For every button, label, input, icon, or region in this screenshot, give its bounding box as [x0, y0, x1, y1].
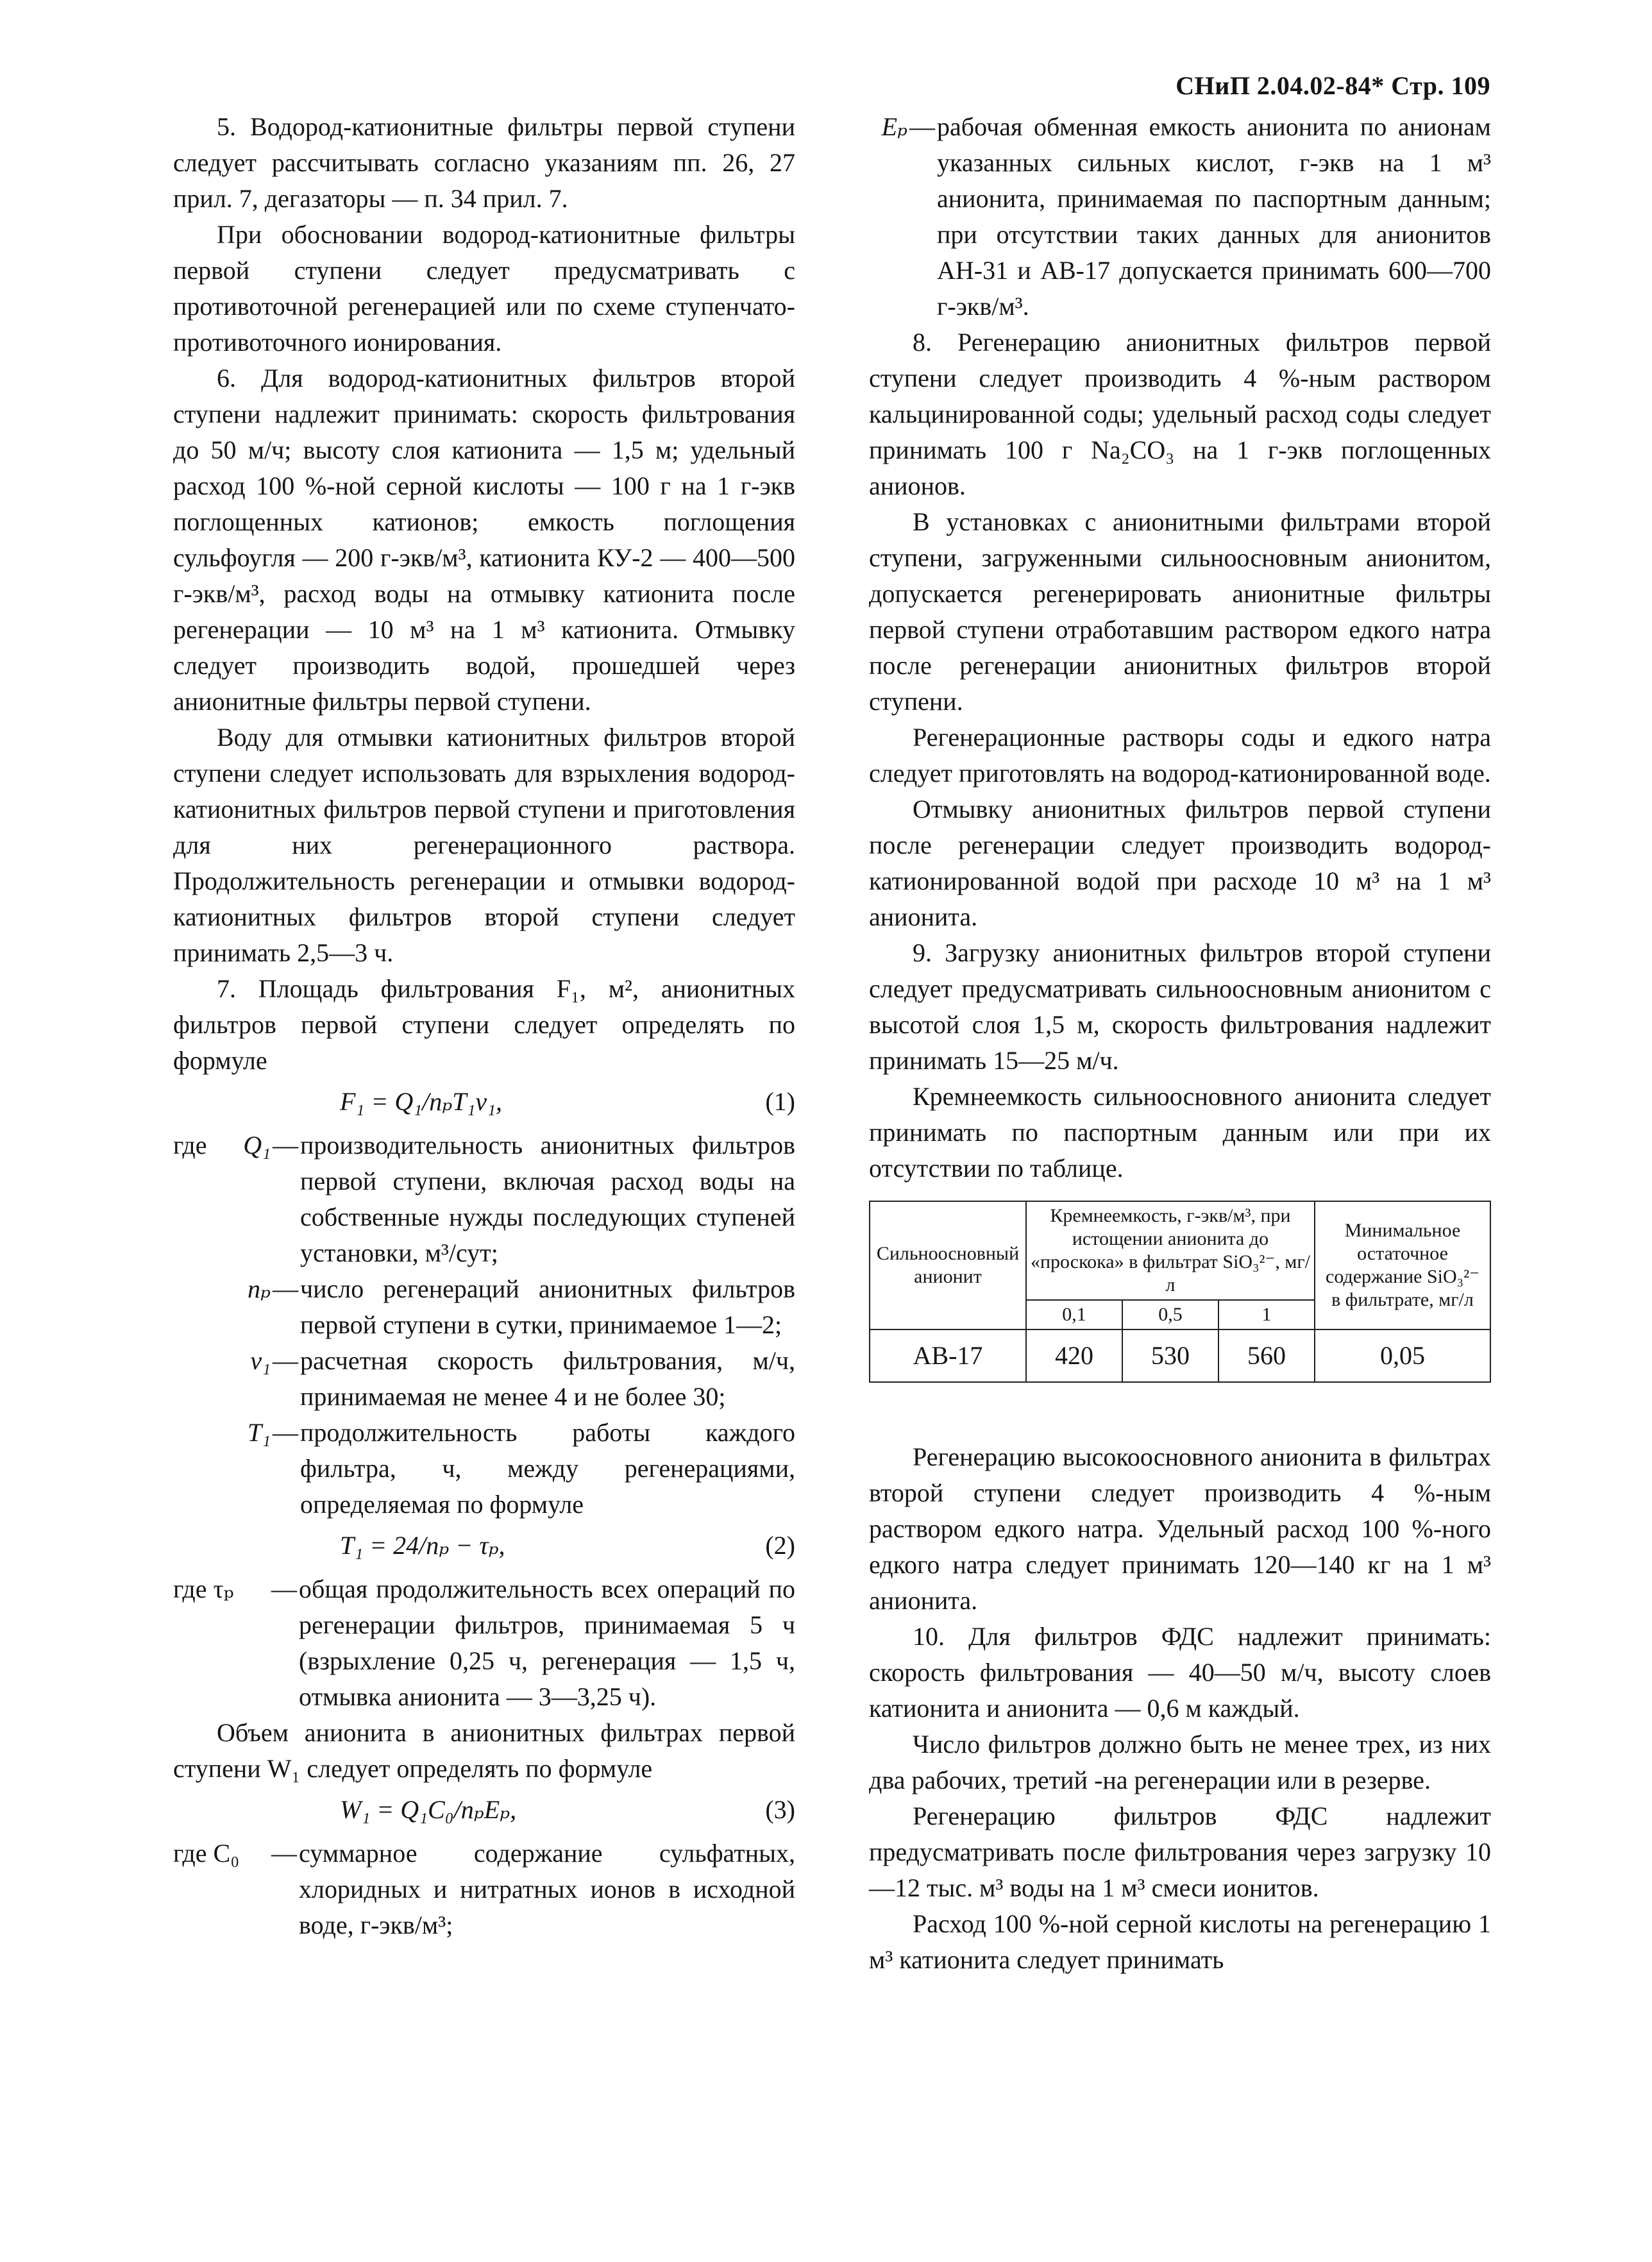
formula-3 — [173, 1792, 795, 1830]
where-label: где — [173, 1131, 207, 1160]
definition-text: число регенераций анионитных фильтров первой ступени в сутки, принимаемое 1—2; — [300, 1274, 795, 1339]
table-subheader: 1 — [1218, 1300, 1315, 1329]
definition-symbol: nₚ — [248, 1274, 271, 1303]
formula-expression: W₁ = Q₁C₀/nₚEₚ, — [340, 1795, 517, 1824]
table-cell: АВ-17 — [870, 1329, 1026, 1382]
silica-capacity-table — [869, 1201, 1491, 1383]
formula-number: (1) — [765, 1087, 795, 1116]
definition-text: общая продолжительность всех операций по регенерации фильтров, принимаемая 5 ч (взрыхление 0,25 ч, регенерация — 1,5 ч, отмывка анионита — 3—3,25 ч). — [299, 1574, 795, 1711]
dash: — — [909, 112, 935, 141]
definition — [173, 1271, 795, 1343]
paragraph: 10. Для фильтров ФДС надлежит принимать: скорость фильтрования — 40—50 м/ч, высоту слоев катионита и анионита — 0,6 м каждый. — [869, 1622, 1491, 1723]
definition — [173, 1415, 795, 1523]
definition-symbol: где τₚ — [173, 1574, 234, 1603]
left-column — [173, 109, 795, 1943]
definition-text: производительность анионитных фильтров первой ступени, включая расход воды на собственные нужды последующих ступеней установки, м³/сут; — [300, 1131, 795, 1267]
formula-number: (3) — [765, 1795, 795, 1824]
paragraph: 8. Регенерацию анионитных фильтров первой ступени следует производить 4 %-ным раствором кальцинированной соды; удельный расход соды следует принимать 100 г Na₂CO₃ на 1 г-экв поглощенных анионов. — [869, 328, 1491, 500]
table-cell: 530 — [1122, 1329, 1218, 1382]
paragraph: Регенерацию фильтров ФДС надлежит предусматривать после фильтрования через загрузку 10—12 тыс. м³ воды на 1 м³ смеси ионитов. — [869, 1802, 1491, 1902]
paragraph: 6. Для водород-катионитных фильтров второй ступени надлежит принимать: скорость фильтрования до 50 м/ч; высоту слоя катионита — 1,5 м; удельный расход 100 %-ной серной кислоты — 100 г на 1 г-экв поглощенных катионов; емкость поглощения сульфоугля — 200 г-экв/м³, катионита КУ-2 — 400—500 г-экв/м³, расход воды на отмывку катионита после регенерации — 10 м³ на 1 м³ катионита. Отмывку следует производить водой, прошедшей через анионитные фильтры первой ступени. — [173, 364, 795, 716]
table-cell: 420 — [1026, 1329, 1122, 1382]
paragraph: В установках с анионитными фильтрами второй ступени, загруженными сильноосновным анионитом, допускается регенерировать анионитные фильтры первой ступени отработавшим раствором едкого натра после регенерации анионитных фильтров второй ступени. — [869, 507, 1491, 716]
dash: — — [271, 1574, 297, 1603]
paragraph: Регенерационные растворы соды и едкого натра следует приготовлять на водород-катионированной воде. — [869, 723, 1491, 788]
dash: — — [273, 1274, 298, 1303]
formula-2 — [173, 1528, 795, 1566]
table-cell: 560 — [1218, 1329, 1315, 1382]
definition-symbol: v₁ — [250, 1346, 271, 1375]
formula-1 — [173, 1084, 795, 1122]
paragraph: Регенерацию высокоосновного анионита в фильтрах второй ступени следует производить 4 %-ным раствором едкого натра. Удельный расход 100 %-ного едкого натра следует принимать 120—140 кг на 1 м³ анионита. — [869, 1442, 1491, 1615]
definition-symbol: T₁ — [247, 1418, 271, 1447]
table-header: Кремнеемкость, г-экв/м³, при истощении анионита до «проскока» в фильтрат SiO₃²⁻, мг/л — [1026, 1201, 1315, 1300]
definition-symbol: где C₀ — [173, 1839, 240, 1868]
paragraph: Расход 100 %-ной серной кислоты на регенерацию 1 м³ катионита следует принимать — [869, 1909, 1491, 1974]
table-cell: 0,05 — [1315, 1329, 1490, 1382]
paragraph: 9. Загрузку анионитных фильтров второй ступени следует предусматривать сильноосновным анионитом с высотой слоя 1,5 м, скорость фильтрования надлежит принимать 15—25 м/ч. — [869, 938, 1491, 1075]
formula-number: (2) — [765, 1531, 795, 1560]
dash: — — [273, 1346, 298, 1375]
dash: — — [273, 1131, 298, 1160]
right-column — [869, 109, 1491, 1978]
definition — [173, 1343, 795, 1415]
definition — [173, 1127, 795, 1271]
table-subheader: 0,1 — [1026, 1300, 1122, 1329]
formula-expression: T₁ = 24/nₚ − τₚ, — [340, 1531, 505, 1560]
definition-text: суммарное содержание сульфатных, хлоридных и нитратных ионов в исходной воде, г-экв/м³; — [299, 1839, 795, 1939]
formula-expression: F₁ = Q₁/nₚT₁v₁, — [340, 1087, 503, 1116]
paragraph: Отмывку анионитных фильтров первой ступени после регенерации следует производить водород-катионированной водой при расходе 10 м³ на 1 м³ анионита. — [869, 795, 1491, 931]
definition-text: расчетная скорость фильтрования, м/ч, принимаемая не менее 4 и не более 30; — [300, 1346, 795, 1411]
paragraph: Число фильтров должно быть не менее трех, из них два рабочих, третий -на регенерации или в резерве. — [869, 1730, 1491, 1794]
definition — [173, 1571, 795, 1715]
dash: — — [271, 1839, 297, 1868]
table-row — [870, 1329, 1490, 1382]
paragraph: Воду для отмывки катионитных фильтров второй ступени следует использовать для взрыхления водород-катионитных фильтров первой ступени и приготовления для них регенерационного раствора. Продолжительность регенерации и отмывки водород-катионитных фильтров второй ступени следует принимать 2,5—3 ч. — [173, 723, 795, 967]
dash: — — [273, 1418, 298, 1447]
definition — [173, 1836, 795, 1943]
page-header: СНиП 2.04.02-84* Стр. 109 — [1176, 71, 1490, 100]
definition-symbol: Q₁ — [243, 1131, 271, 1160]
definition-symbol: Eₚ — [881, 112, 907, 141]
table-header: Минимальное остаточное содержание SiO₃²⁻ в фильтрате, мг/л — [1315, 1201, 1490, 1329]
definition-text: рабочая обменная емкость анионита по анионам указанных сильных кислот, г-экв на 1 м³ анионита, принимаемая по паспортным данным; при отсутствии таких данных для анионитов АН-31 и АВ-17 допускается принимать 600—700 г-экв/м³. — [937, 112, 1491, 321]
paragraph: Кремнеемкость сильноосновного анионита следует принимать по паспортным данным или при их отсутствии по таблице. — [869, 1082, 1491, 1183]
definition-text: продолжительность работы каждого фильтра, ч, между регенерациями, определяемая по формуле — [300, 1418, 795, 1519]
paragraph: При обосновании водород-катионитные фильтры первой ступени следует предусматривать с противоточной регенерацией или по схеме ступенчато-противоточного ионирования. — [173, 220, 795, 357]
paragraph: 5. Водород-катионитные фильтры первой ступени следует рассчитывать согласно указаниям пп. 26, 27 прил. 7, дегазаторы — п. 34 прил. 7. — [173, 112, 795, 213]
paragraph: Объем анионита в анионитных фильтрах первой ступени W₁ следует определять по формуле — [173, 1718, 795, 1783]
definition — [869, 109, 1491, 325]
table-subheader: 0,5 — [1122, 1300, 1218, 1329]
paragraph: 7. Площадь фильтрования F₁, м², анионитных фильтров первой ступени следует определять по формуле — [173, 974, 795, 1075]
table-header: Сильноосновный анионит — [870, 1201, 1026, 1329]
